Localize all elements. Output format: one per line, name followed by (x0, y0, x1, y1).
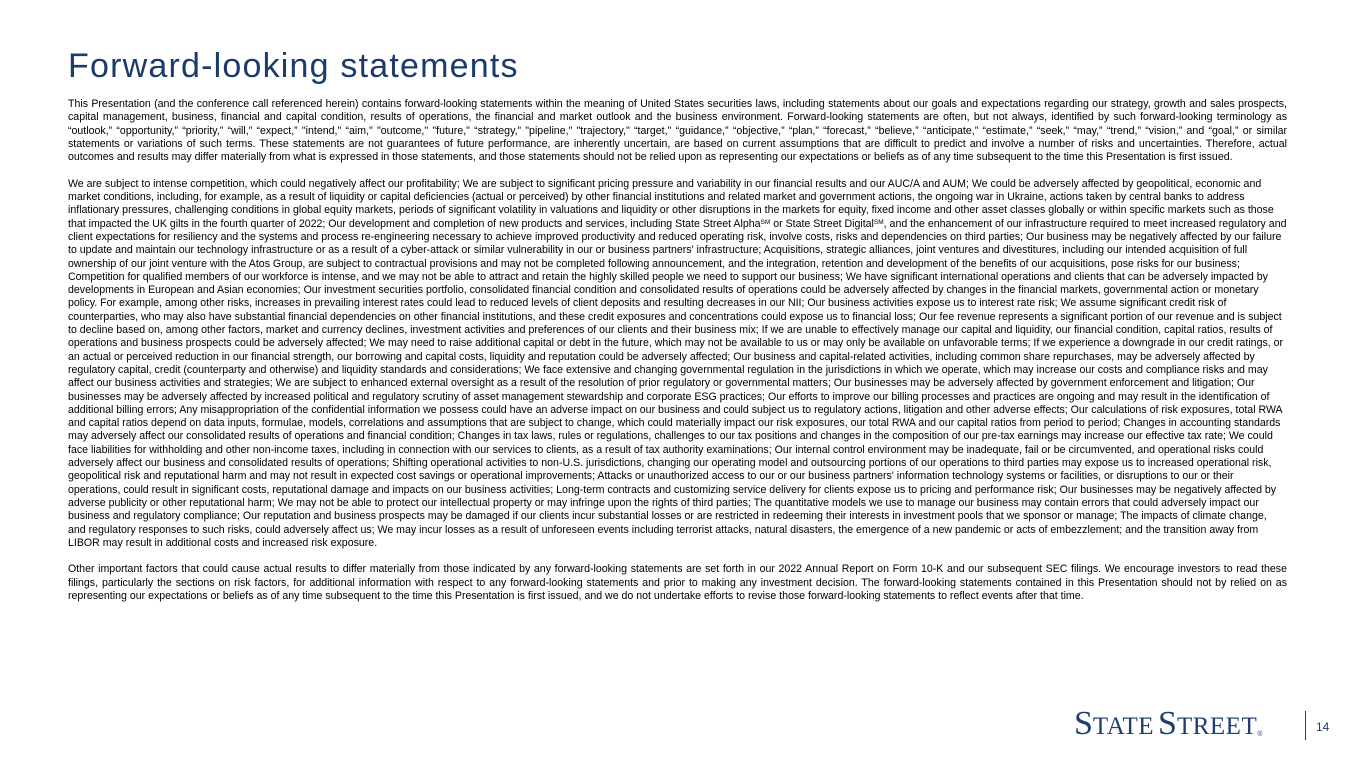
risk-factors-text-2: or State Street Digital (770, 217, 874, 230)
logo-divider (1305, 711, 1306, 740)
service-mark-alpha: SM (760, 218, 771, 226)
state-street-logo: STATE STREET® (1074, 705, 1263, 742)
intro-paragraph: This Presentation (and the conference call referenced herein) contains forward-looking statements within the meaning of United States securities laws, including statements about our goals and expectations regarding our strategy, growth and sales prospects, capital management, business, financial and capital condition, results of operations, the financial and market outlook and the business environment. Forward-looking statements are often, but not always, identified by such forward-looking terminology as “outlook,” “opportunity,” “priority,” “will,” “expect,” "intend," “aim," "outcome," "future," “strategy,” "pipeline," "trajectory," “target," “guidance,” “objective,” “plan,” “forecast,” “believe,” “anticipate,” “estimate,” “seek,” “may,” “trend,” “vision,” and “goal,” or similar statements or variations of such terms. These statements are not guarantees of future performance, are inherently uncertain, are based on current assumptions that are difficult to predict and involve a number of risks and uncertainties. Therefore, actual outcomes and results may differ materially from what is expressed in those statements, and those statements should not be relied upon as representing our expectations or beliefs as of any time subsequent to the time this Presentation is first issued. (68, 98, 1287, 164)
risk-factors-text-1: We are subject to intense competition, which could negatively affect our profitability; We are subject to significant pricing pressure and variability in our financial results and our AUC/A and AUM; We could be adversely affected by geopolitical, economic and market conditions, including, for example, as a result of liquidity or capital deficiencies (actual or perceived) by other financial institutions and related market and government actions, the ongoing war in Ukraine, actions taken by central banks to address inflationary pressures, challenging conditions in global equity markets, periods of significant volatility in valuations and liquidity or other disruptions in the markets for equity, fixed income and other asset classes globally or within specific markets such as those that impacted the UK gilts in the fourth quarter of 2022; Our development and completion of new products and services, including State Street Alpha (68, 177, 1274, 230)
registered-mark: ® (1257, 731, 1263, 738)
other-factors-paragraph: Other important factors that could cause actual results to differ materially from those indicated by any forward-looking statements are set forth in our 2022 Annual Report on Form 10-K and our subsequent SEC filings. We encourage investors to read these filings, particularly the sections on risk factors, for additional information with respect to any forward-looking statements and prior to making any investment decision. The forward-looking statements contained in this Presentation should not by relied on as representing our expectations or beliefs as of any time subsequent to the time this Presentation is first issued, and we do not undertake efforts to revise those forward-looking statements to reflect events after that time. (68, 563, 1287, 602)
risk-factors-paragraph (68, 178, 1287, 550)
page-title: Forward-looking statements (68, 47, 519, 85)
page-number: 14 (1316, 720, 1330, 734)
service-mark-digital: SM (873, 218, 884, 226)
disclaimer-body (68, 98, 1287, 617)
risk-factors-text-3: , and the enhancement of our infrastructure required to meet increased regulatory and client expectations for resiliency and the systems and process re-engineering necessary to achieve improved productivity and reduced operating risk, involve costs, risks and dependencies on third parties; Our business may be negatively affected by our failure to update and maintain our technology infrastructure or as a result of a cyber-attack or similar vulnerability in our or business partners' infrastructure; Acquisitions, strategic alliances, joint ventures and divestitures, including our intended acquisition of full ownership of our joint venture with the Atos Group, are subject to contractual provisions and may not be completed following announcement, and the integration, retention and development of the benefits of our acquisitions, pose risks for our business; Competition for qualified members of our workforce is intense, and we may not be able to attract and retain the highly skilled people we need to support our business; We have significant international operations and clients that can be adversely impacted by developments in European and Asian economies; Our investment securities portfolio, consolidated financial condition and consolidated results of operations could be adversely affected by changes in the financial markets, governmental action or monetary policy. For example, among other risks, increases in prevailing interest rates could lead to reduced levels of client deposits and resulting decreases in our NII; Our business activities expose us to interest rate risk; We assume significant credit risk of counterparties, who may also have substantial financial dependencies on other financial institutions, and these credit exposures and concentrations could expose us to financial loss; Our fee revenue represents a significant portion of our revenue and is subject to decline based on, among other factors, market and currency declines, investment activities and preferences of our clients and their business mix; If we are unable to effectively manage our capital and liquidity, our financial condition, capital ratios, results of operations and business prospects could be adversely affected; We may need to raise additional capital or debt in the future, which may not be available to us or may only be available on unfavorable terms; If we experience a downgrade in our credit ratings, or an actual or perceived reduction in our financial strength, our borrowing and capital costs, liquidity and reputation could be adversely affected; Our business and capital-related activities, including common share repurchases, may be adversely affected by regulatory capital, credit (counterparty and otherwise) and liquidity standards and considerations; We face extensive and changing governmental regulation in the jurisdictions in which we operate, which may increase our costs and compliance risks and may affect our business activities and strategies; We are subject to enhanced external oversight as a result of the resolution of prior regulatory or governmental matters; Our businesses may be adversely affected by government enforcement and litigation; Our businesses may be adversely affected by increased political and regulatory scrutiny of asset management stewardship and corporate ESG practices; Our efforts to improve our billing processes and practices are ongoing and may result in the identification of additional billing errors; Any misappropriation of the confidential information we possess could have an adverse impact on our business and could subject us to regulatory actions, litigation and other adverse effects; Our calculations of risk exposures, total RWA and capital ratios depend on data inputs, formulae, models, correlations and assumptions that are subject to change, which could materially impact our risk exposures, our total RWA and our capital ratios from period to period; Changes in accounting standards may adversely affect our consolidated results of operations and financial condition; Changes in tax laws, rules or regulations, challenges to our tax positions and changes in the composition of our pre-tax earnings may increase our effective tax rate; We could face liabilities for withholding and other non-income taxes, including in connection with our services to clients, as a result of tax authority examinations; Our internal control environment may be inadequate, fail or be circumvented, and operational risks could adversely affect our business and consolidated results of operations; Shifting operational activities to non-U.S. jurisdictions, changing our operating model and outsourcing portions of our operations to third parties may expose us to increased operational risk, geopolitical risk and reputational harm and may not result in expected cost savings or operational improvements; Attacks or unauthorized access to our or our business partners' information technology systems or facilities, or disruptions to our or their operations, could result in significant costs, reputational damage and impacts on our business activities; Long-term contracts and customizing service delivery for clients expose us to pricing and performance risk; Our businesses may be negatively affected by adverse publicity or other reputational harm; We may not be able to protect our intellectual property or may infringe upon the rights of third parties; The quantitative models we use to manage our business may contain errors that could adversely impact our business and regulatory compliance; Our reputation and business prospects may be damaged if our clients incur substantial losses or are restricted in redeeming their interests in investment pools that we sponsor or manage; The impacts of climate change, and regulatory responses to such risks, could adversely affect us; We may incur losses as a result of unforeseen events including terrorist attacks, natural disasters, the emergence of a new pandemic or acts of embezzlement; and the transition away from LIBOR may result in additional costs and increased risk exposure. (68, 217, 1287, 549)
